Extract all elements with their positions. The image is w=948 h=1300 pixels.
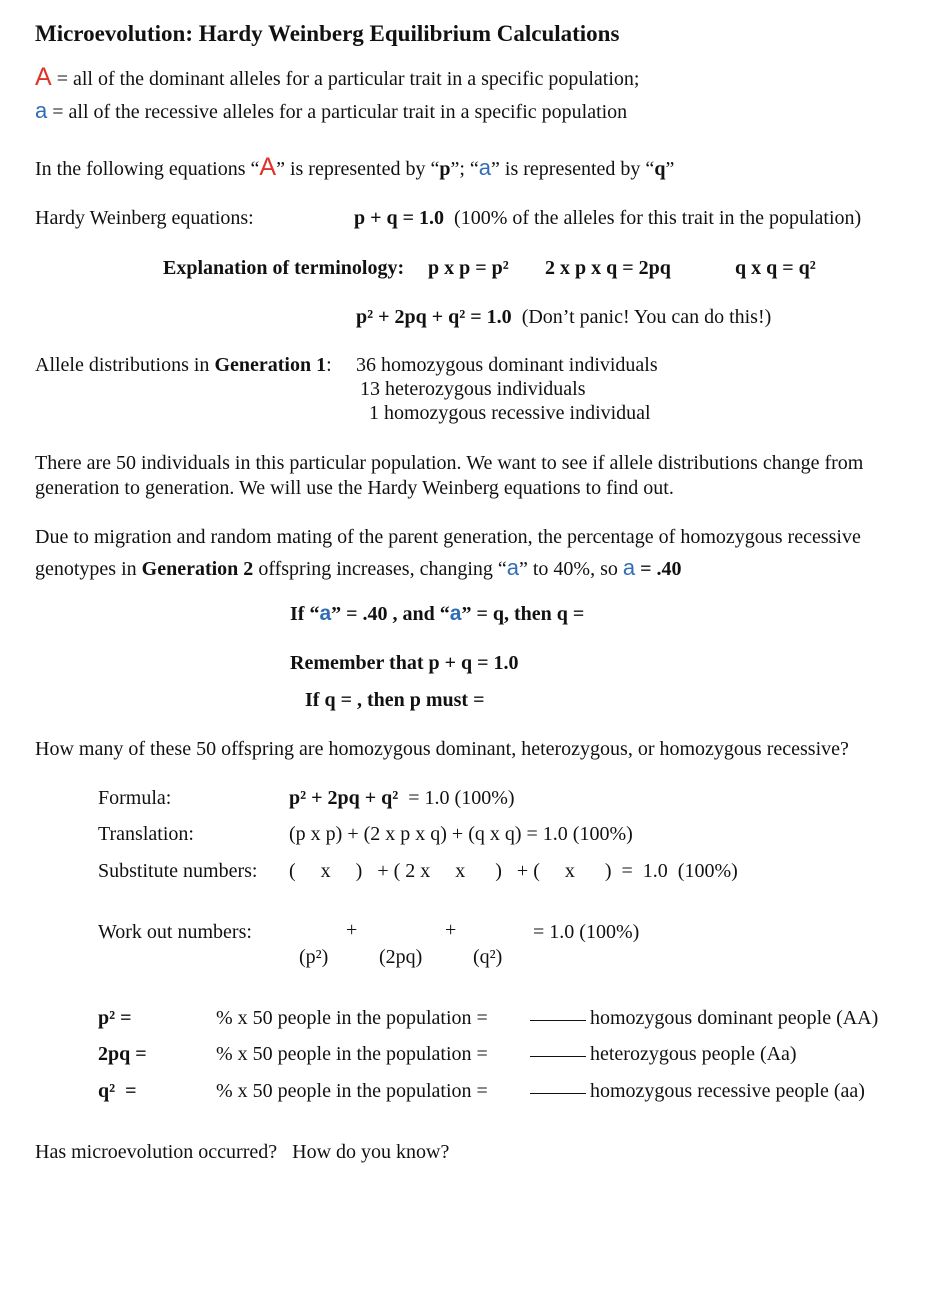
intro-text: ” is represented by “ [491, 158, 655, 180]
gen1-line: 1 homozygous recessive individual [369, 402, 651, 424]
intro-q-symbol: q [654, 158, 666, 180]
substitute-label: Substitute numbers: [98, 860, 258, 882]
if1-text: ” = q, then q = [461, 603, 585, 625]
intro-A-symbol: A [259, 153, 277, 181]
result-desc: homozygous dominant people (AA) [590, 1007, 879, 1029]
result-desc: homozygous recessive people (aa) [590, 1080, 865, 1102]
generation-2-label: Generation 2 [141, 558, 254, 580]
answer-blank[interactable] [530, 1093, 586, 1094]
intro-text: In the following equations “ [35, 158, 260, 180]
result-var-2pq: 2pq = [98, 1043, 147, 1065]
hw-eq2-note: (Don’t panic! You can do this!) [521, 306, 772, 328]
if-p-statement: If q = , then p must = [305, 689, 485, 711]
para2-text: ” to 40%, so [519, 558, 623, 580]
result-var-p2: p² = [98, 1007, 132, 1029]
if1-text: ” = .40 , and “ [331, 603, 450, 625]
explanation-label: Explanation of terminology: [163, 257, 405, 279]
remember-statement: Remember that p + q = 1.0 [290, 652, 519, 674]
work-2pq-label: (2pq) [379, 946, 423, 968]
formula-label: Formula: [98, 787, 172, 809]
if1-a-symbol-2: a [449, 602, 462, 625]
if-q-statement [290, 601, 584, 626]
work-q2-label: (q²) [473, 946, 503, 968]
final-question: Has microevolution occurred? How do you know? [35, 1141, 450, 1163]
gen1-label [35, 353, 332, 377]
hw-eq1: p + q = 1.0 [354, 207, 445, 229]
if1-a-symbol: a [319, 602, 332, 625]
para2-text: genotypes in [35, 558, 142, 580]
translation-label: Translation: [98, 823, 194, 845]
definition-dominant [35, 62, 639, 92]
paragraph-2-line: Due to migration and random mating of the parent generation, the percentage of homozygous recessive [35, 526, 861, 548]
intro-sentence [35, 152, 674, 182]
intro-text: ” [665, 158, 675, 180]
gen1-label-text: Allele distributions in [35, 354, 215, 376]
recessive-symbol: a [35, 98, 48, 123]
answer-blank[interactable] [530, 1056, 586, 1057]
result-var-q2: q² = [98, 1080, 137, 1102]
result-calc: % x 50 people in the population = [216, 1080, 488, 1102]
dominant-definition-text: = all of the dominant alleles for a particular trait in a specific population; [56, 68, 640, 90]
dominant-symbol: A [35, 63, 52, 91]
hw-equation-2 [356, 305, 771, 329]
if1-text: If “ [290, 603, 320, 625]
work-plus: + [445, 919, 457, 941]
gen1-label-text: : [326, 354, 332, 376]
recessive-definition-text: = all of the recessive alleles for a particular trait in a specific population [52, 101, 628, 123]
work-p2-label: (p²) [299, 946, 329, 968]
question-offspring: How many of these 50 offspring are homozygous dominant, heterozygous, or homozygous recessive? [35, 738, 849, 760]
page-title: Microevolution: Hardy Weinberg Equilibrium Calculations [35, 21, 620, 46]
paragraph-2-line [35, 555, 682, 581]
definition-recessive [35, 98, 627, 124]
gen1-line: 13 heterozygous individuals [360, 378, 586, 400]
term-qxq: q x q = q² [735, 257, 816, 279]
intro-a-symbol: a [478, 155, 492, 180]
work-label: Work out numbers: [98, 921, 252, 943]
formula-value [289, 786, 515, 810]
paragraph-1-line: There are 50 individuals in this particular population. We want to see if allele distributions change from [35, 452, 864, 474]
para2-text: offspring increases, changing “ [253, 558, 507, 580]
para2-value: = .40 [635, 558, 682, 580]
answer-blank[interactable] [530, 1020, 586, 1021]
para2-a-symbol-2: a [622, 555, 636, 580]
hw-eq2: p² + 2pq + q² = 1.0 [356, 306, 512, 328]
intro-p-symbol: p [439, 158, 451, 180]
result-desc: heterozygous people (Aa) [590, 1043, 797, 1065]
formula-expression: p² + 2pq + q² [289, 787, 399, 809]
hw-label: Hardy Weinberg equations: [35, 207, 254, 229]
paragraph-1-line: generation to generation. We will use the Hardy Weinberg equations to find out. [35, 477, 674, 499]
hw-eq1-note: (100% of the alleles for this trait in the population) [454, 207, 862, 229]
formula-tail: = 1.0 (100%) [408, 787, 515, 809]
gen1-line: 36 homozygous dominant individuals [356, 354, 658, 376]
substitute-value: ( x ) + ( 2 x x ) + ( x ) = 1.0 (100%) [289, 860, 738, 882]
intro-text: ”; “ [450, 158, 479, 180]
para2-a-symbol: a [506, 555, 519, 580]
term-pxp: p x p = p² [428, 257, 509, 279]
hw-equation-1 [354, 206, 861, 230]
work-plus: + [346, 919, 358, 941]
work-result: = 1.0 (100%) [533, 921, 640, 943]
result-calc: % x 50 people in the population = [216, 1043, 488, 1065]
result-calc: % x 50 people in the population = [216, 1007, 488, 1029]
term-2pq: 2 x p x q = 2pq [545, 257, 671, 279]
gen1-label-bold: Generation 1 [214, 354, 327, 376]
intro-text: ” is represented by “ [276, 158, 440, 180]
translation-value: (p x p) + (2 x p x q) + (q x q) = 1.0 (100%) [289, 823, 633, 845]
